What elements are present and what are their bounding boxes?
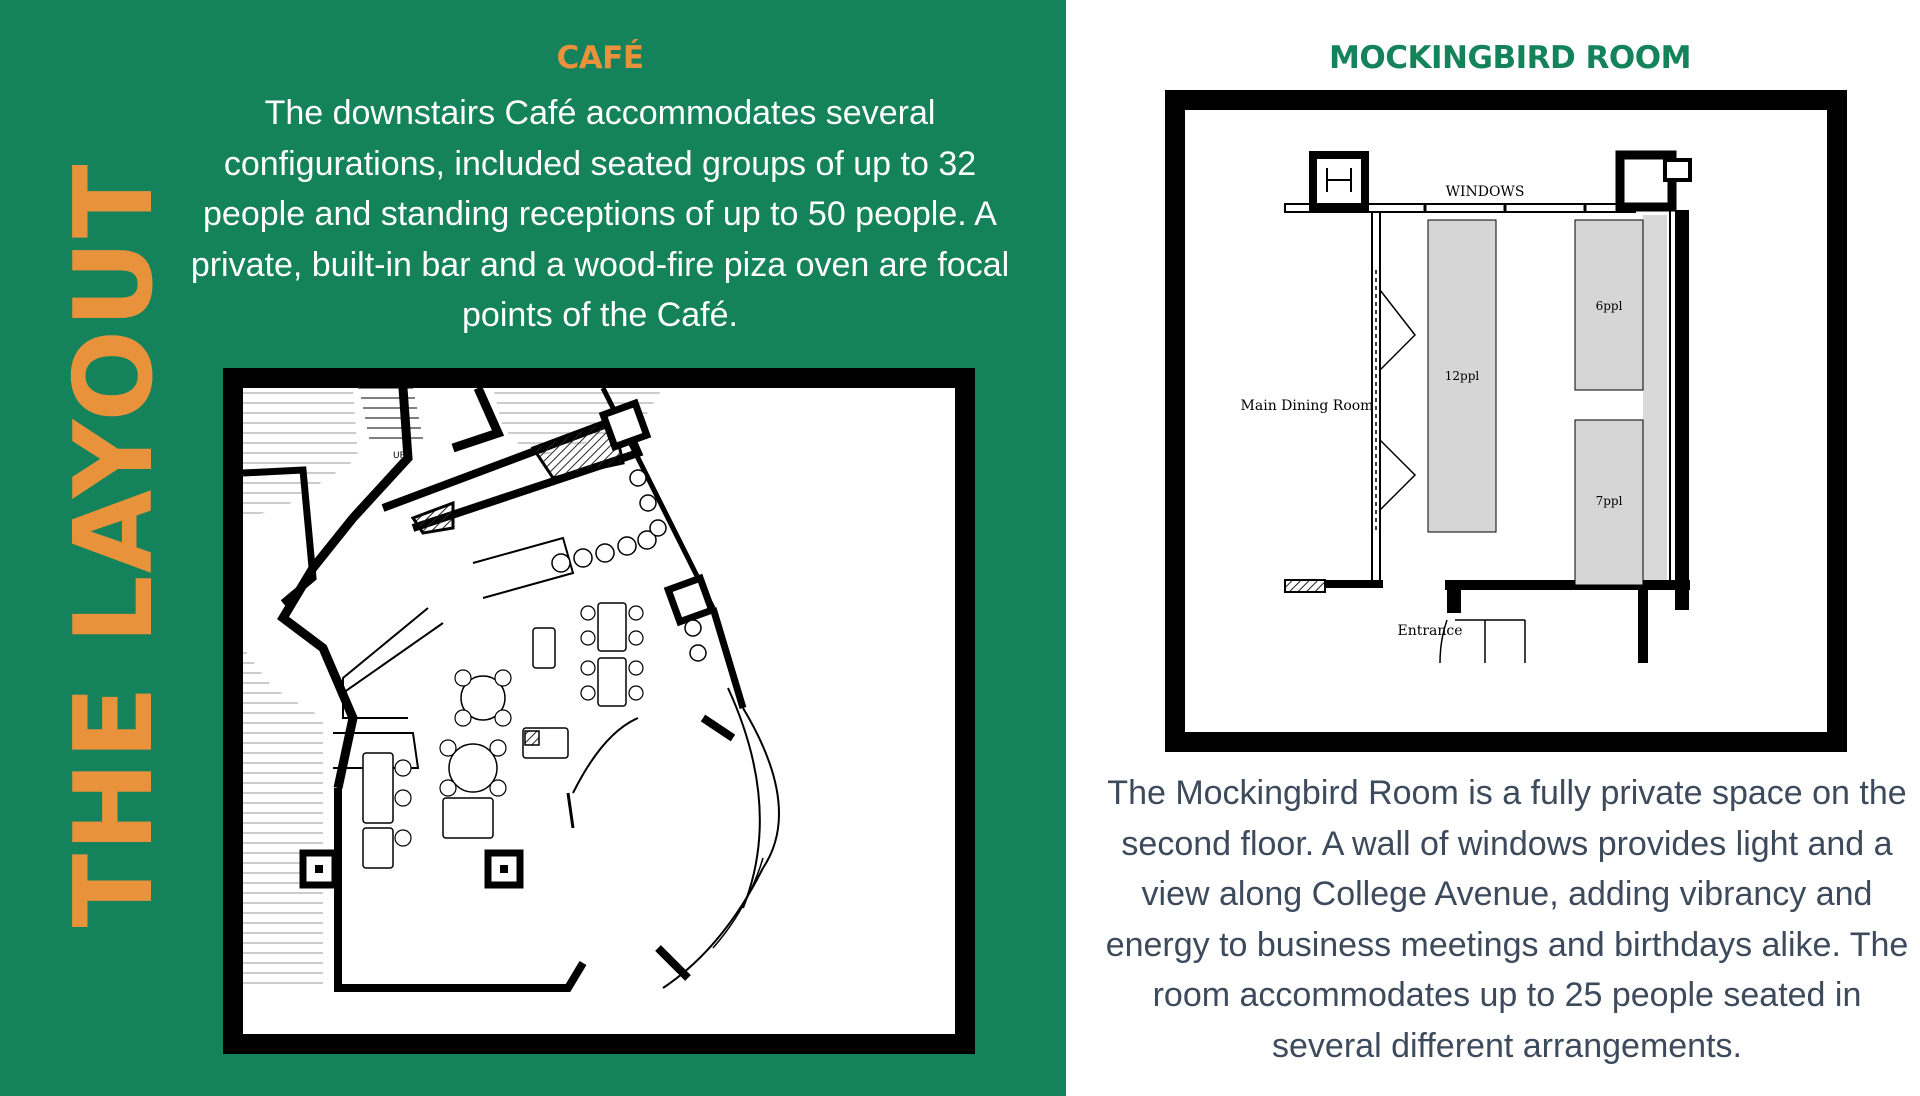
layout-title: THE LAYOUT [52, 162, 177, 928]
table-large-label: 12ppl [1444, 369, 1480, 383]
mockingbird-plan-drawing [1185, 110, 1827, 732]
cafe-description: The downstairs Café accommodates several configurations, included seated groups of up to 32 people and standing receptions of up to 50 people. A private, built-in bar and a wood-fire piza oven are focal points of the Café. [190, 94, 1010, 334]
mockingbird-description: The Mockingbird Room is a fully private space on the second floor. A wall of windows provides light and a view along College Avenue, adding vibrancy and energy to business meetings and birthdays alike. The room accommodates up to 25 people seated in several different arrangements. [1105, 774, 1909, 1065]
cafe-heading: CAFÉ [556, 40, 644, 76]
table-bottom-label: 7ppl [1595, 494, 1623, 508]
hatched-floor [243, 648, 323, 988]
entrance-label: Entrance [1397, 623, 1463, 639]
windows-label: WINDOWS [1445, 184, 1525, 200]
main-dining-room-label: Main Dining Room [1240, 398, 1374, 414]
hatched-floor [243, 388, 358, 518]
mockingbird-floor-plan [1165, 90, 1847, 752]
mockingbird-heading: MOCKINGBIRD ROOM [1329, 40, 1691, 76]
cafe-floor-plan [223, 368, 975, 1054]
cafe-plan-drawing [243, 388, 955, 1034]
table-top-label: 6ppl [1595, 299, 1623, 313]
stairs-label: UP [393, 451, 406, 461]
